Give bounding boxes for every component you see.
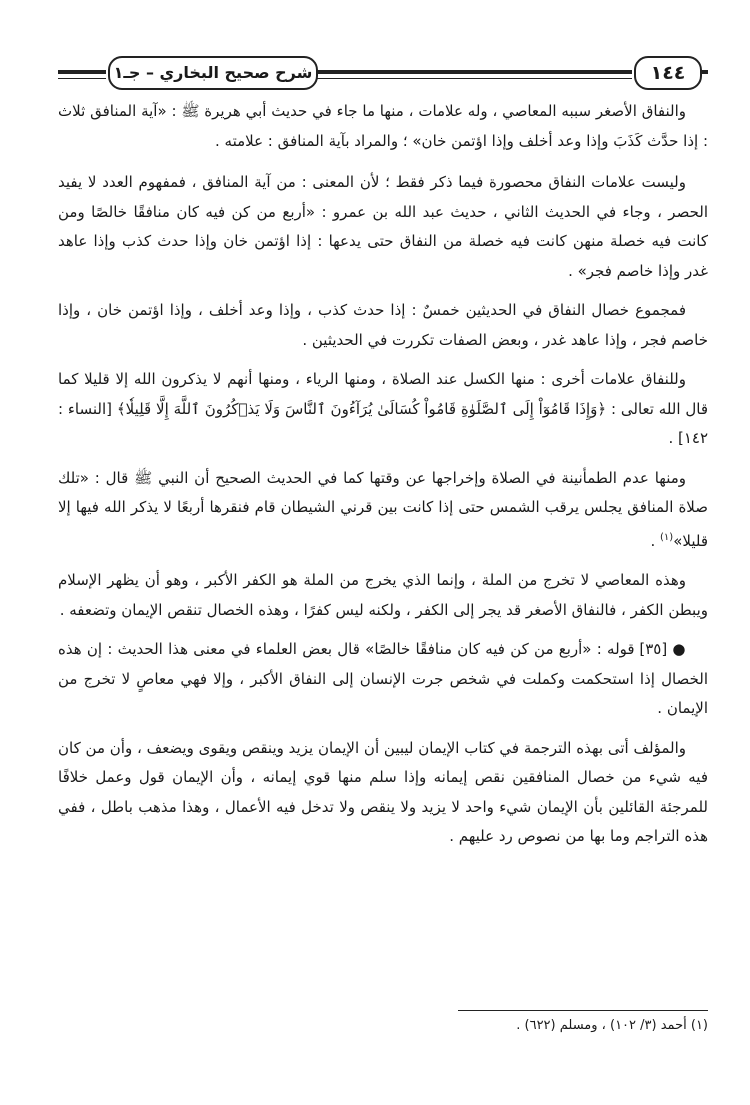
paragraph-2: وليست علامات النفاق محصورة فيما ذكر فقط ؛ لأن المعنى : من آية المنافق ، فمفهوم العدد لا يفيد الحصر ، وجاء في الحديث الثاني ، حديث عبد الله بن عمرو : «أربع من كن فيه كان منافقًا خالصًا ومن كانت فيه خصلة منهن كانت فيه خصلة من النفاق حتى يدعها : إذا اؤتمن خان وإذا حدث كذب وإذا عاهد غدر وإذا خاصم فجر» . bbox=[58, 173, 708, 280]
paragraph-3: فمجموع خصال النفاق في الحديثين خمسٌ : إذا حدث كذب ، وإذا وعد أخلف ، وإذا اؤتمن خان ، وإذا خاصم فجر ، وإذا عاهد غدر ، وبعض الصفات تكررت في الحديثين . bbox=[58, 301, 708, 349]
footnote-divider bbox=[458, 1010, 708, 1011]
page-number: ١٤٤ bbox=[634, 56, 702, 90]
paragraph-5: ومنها عدم الطمأنينة في الصلاة وإخراجها عن وقتها كما في الحديث الصحيح أن النبي ﷺ قال : «تلك صلاة المنافق يجلس يرقب الشمس حتى إذا كانت بين قرني الشيطان قام فنقرها أربعًا لا يذكر الله فيها إلا قليلا»$^{(١)}$ . bbox=[58, 468, 708, 550]
paragraph-1: والنفاق الأصغر سببه المعاصي ، وله علامات ، منها ما جاء في حديث أبي هريرة ﷺ : «آية المنافق ثلاث : إذا حدَّث كَذَبَ وإذا وعد أخلف وإذا اؤتمن خان» ؛ والمراد بآية المنافق : علامته . bbox=[58, 102, 708, 150]
header-rule-left bbox=[58, 70, 106, 74]
footnote: (١) أحمد (٣/ ١٠٢) ، ومسلم (٦٢٢) . bbox=[516, 1018, 708, 1033]
header-rule-left-thin bbox=[58, 78, 106, 79]
paragraph-7: ● [٣٥] قوله : «أربع من كن فيه كان منافقًا خالصًا» قال بعض العلماء في معنى هذا الحديث : إن هذه الخصال إذا استحكمت وكملت في شخص جرت الإنسان إلى النفاق الأكبر ، وإلا فهي معاصٍ لا تخرج من الإيمان . bbox=[58, 640, 708, 717]
paragraph-4: وللنفاق علامات أخرى : منها الكسل عند الصلاة ، ومنها الرياء ، ومنها أنهم لا يذكرون الله إلا قليلا كما قال الله تعالى : ﴿وَإِذَا قَامُوٓاْ إِلَى ٱلصَّلَوٰةِ قَامُواْ كُسَالَىٰ يُرَآءُونَ ٱلنَّاسَ وَلَا يَذۡكُرُونَ ٱللَّهَ إِلَّا قَلِيلٗا﴾ [النساء : ١٤٢] . bbox=[58, 370, 708, 447]
header-rule-right bbox=[700, 70, 708, 74]
header-rule-middle bbox=[316, 70, 632, 74]
page-body bbox=[58, 97, 708, 862]
page-header bbox=[58, 52, 708, 92]
paragraph-8: والمؤلف أتى بهذه الترجمة في كتاب الإيمان ليبين أن الإيمان يزيد وينقص ويقوى ويضعف ، وأن من كان فيه شيء من خصال المنافقين نقص إيمانه وإذا سلم منها قوي إيمانه ، وأن الإيمان قول وعمل خلافًا للمرجئة القائلين بأن الإيمان شيء واحد لا يزيد ولا ينقص ولا تدخل فيه الأعمال ، وهذا مذهب باطل ، ففي هذه التراجم وما بها من نصوص رد عليهم . bbox=[58, 738, 708, 845]
footnote-marker: (١) bbox=[660, 531, 674, 543]
header-rule-middle-thin bbox=[316, 78, 632, 79]
paragraph-6: وهذه المعاصي لا تخرج من الملة ، وإنما الذي يخرج من الملة هو الكفر الأكبر ، وهو أن يظهر الإسلام ويبطن الكفر ، فالنفاق الأصغر قد يجر إلى الكفر ، ولكنه ليس كفرًا ، وهذه الخصال تنقص الإيمان وتضعفه . bbox=[58, 571, 708, 619]
book-title: شرح صحيح البخاري – جـ١ bbox=[108, 56, 318, 90]
paragraph-5-text: ومنها عدم الطمأنينة في الصلاة وإخراجها عن وقتها كما في الحديث الصحيح أن النبي ﷺ قال : «تلك صلاة المنافق يجلس يرقب الشمس حتى إذا كانت بين قرني الشيطان قام فنقرها أربعًا لا يذكر الله فيها إلا قليلا» bbox=[58, 468, 708, 550]
